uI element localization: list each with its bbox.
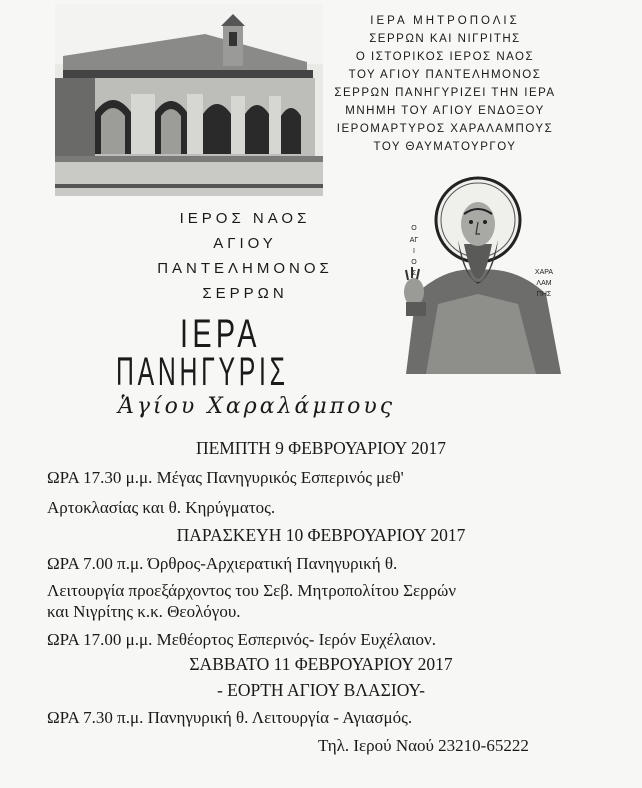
schedule-line: και Νιγρίτης κ.κ. Θεολόγου. — [47, 602, 241, 621]
icon-inscription-letter: Ι — [413, 248, 415, 255]
icon-inscription-letter: ΠΗΣ — [536, 291, 552, 298]
church-name — [150, 206, 340, 306]
title-iera: ΙΕΡΑ — [180, 312, 261, 356]
title-saint: Ἁγίου Χαραλάμπους — [118, 394, 396, 419]
icon-inscription-letter: Ο — [411, 225, 417, 232]
icon-inscription-letter: ΧΑΡΑ — [534, 269, 554, 276]
icon-inscription-letter: ΛΑΜ — [536, 280, 552, 287]
icon-inscription-letter: Ο — [411, 259, 417, 266]
church-name-line: ΣΕΡΡΩΝ — [202, 285, 288, 302]
schedule-feast: - ΕΟΡΤΗ ΑΓΙΟΥ ΒΛΑΣΙΟΥ- — [216, 680, 426, 700]
schedule-line: Λειτουργία προεξάρχοντος του Σεβ. Μητροπολίτου Σερρών — [47, 581, 457, 600]
header-line: ΙΕΡΟΜΑΡΤΥΡΟΣ ΧΑΡΑΛΑΜΠΟΥΣ — [336, 123, 554, 135]
header-announcement — [300, 12, 590, 156]
schedule-day-heading: ΠΕΜΠΤΗ 9 ΦΕΒΡΟΥΑΡΙΟΥ 2017 — [195, 438, 447, 458]
schedule-day-heading: ΣΑΒΒΑΤΟ 11 ΦΕΒΡΟΥΑΡΙΟΥ 2017 — [189, 654, 453, 674]
schedule-line: Αρτοκλασίας και θ. Κηρύγματος. — [47, 498, 276, 517]
contact-phone: Τηλ. Ιερού Ναού 23210-65222 — [318, 736, 529, 755]
saint-icon-image — [386, 174, 576, 374]
title-panigyris: ΠΑΝΗΓΥΡΙΣ — [116, 350, 289, 394]
schedule-line: ΩΡΑ 17.00 μ.μ. Μεθέορτος Εσπερινός- Ιερόν Ευχέλαιον. — [47, 630, 436, 649]
church-name-line: ΑΓΙΟΥ — [213, 235, 277, 252]
schedule-day-heading: ΠΑΡΑΣΚΕΥΗ 10 ΦΕΒΡΟΥΑΡΙΟΥ 2017 — [176, 525, 466, 545]
header-line: ΣΕΡΡΩΝ ΠΑΝΗΓΥΡΙΖΕΙ ΤΗΝ ΙΕΡΑ — [334, 87, 556, 99]
icon-inscription-letter: ΑΓ — [409, 237, 419, 244]
header-line: ΤΟΥ ΑΓΙΟΥ ΠΑΝΤΕΛΗΜΟΝΟΣ — [348, 69, 542, 81]
icon-inscription-letter: Σ — [411, 270, 417, 277]
schedule-line: ΩΡΑ 7.00 π.μ. Όρθρος-Αρχιερατική Πανηγυρική θ. — [47, 554, 398, 573]
header-line: ΣΕΡΡΩΝ ΚΑΙ ΝΙΓΡΙΤΗΣ — [369, 33, 521, 45]
header-line: ΜΝΗΜΗ ΤΟΥ ΑΓΙΟΥ ΕΝΔΟΞΟΥ — [345, 105, 545, 117]
schedule-line: ΩΡΑ 7.30 π.μ. Πανηγυρική θ. Λειτουργία - Αγιασμός. — [47, 708, 413, 727]
church-photo — [55, 4, 323, 196]
header-line: ΙΕΡΑ ΜΗΤΡΟΠΟΛΙΣ — [370, 15, 520, 27]
header-line: ΤΟΥ ΘΑΥΜΑΤΟΥΡΓΟΥ — [373, 141, 517, 153]
church-name-line: ΙΕΡΟΣ ΝΑΟΣ — [179, 210, 311, 227]
church-name-line: ΠΑΝΤΕΛΗΜΟΝΟΣ — [157, 260, 333, 277]
schedule-line: ΩΡΑ 17.30 μ.μ. Μέγας Πανηγυρικός Εσπερινός μεθ' — [47, 468, 404, 487]
header-line: Ο ΙΣΤΟΡΙΚΟΣ ΙΕΡΟΣ ΝΑΟΣ — [355, 51, 535, 63]
